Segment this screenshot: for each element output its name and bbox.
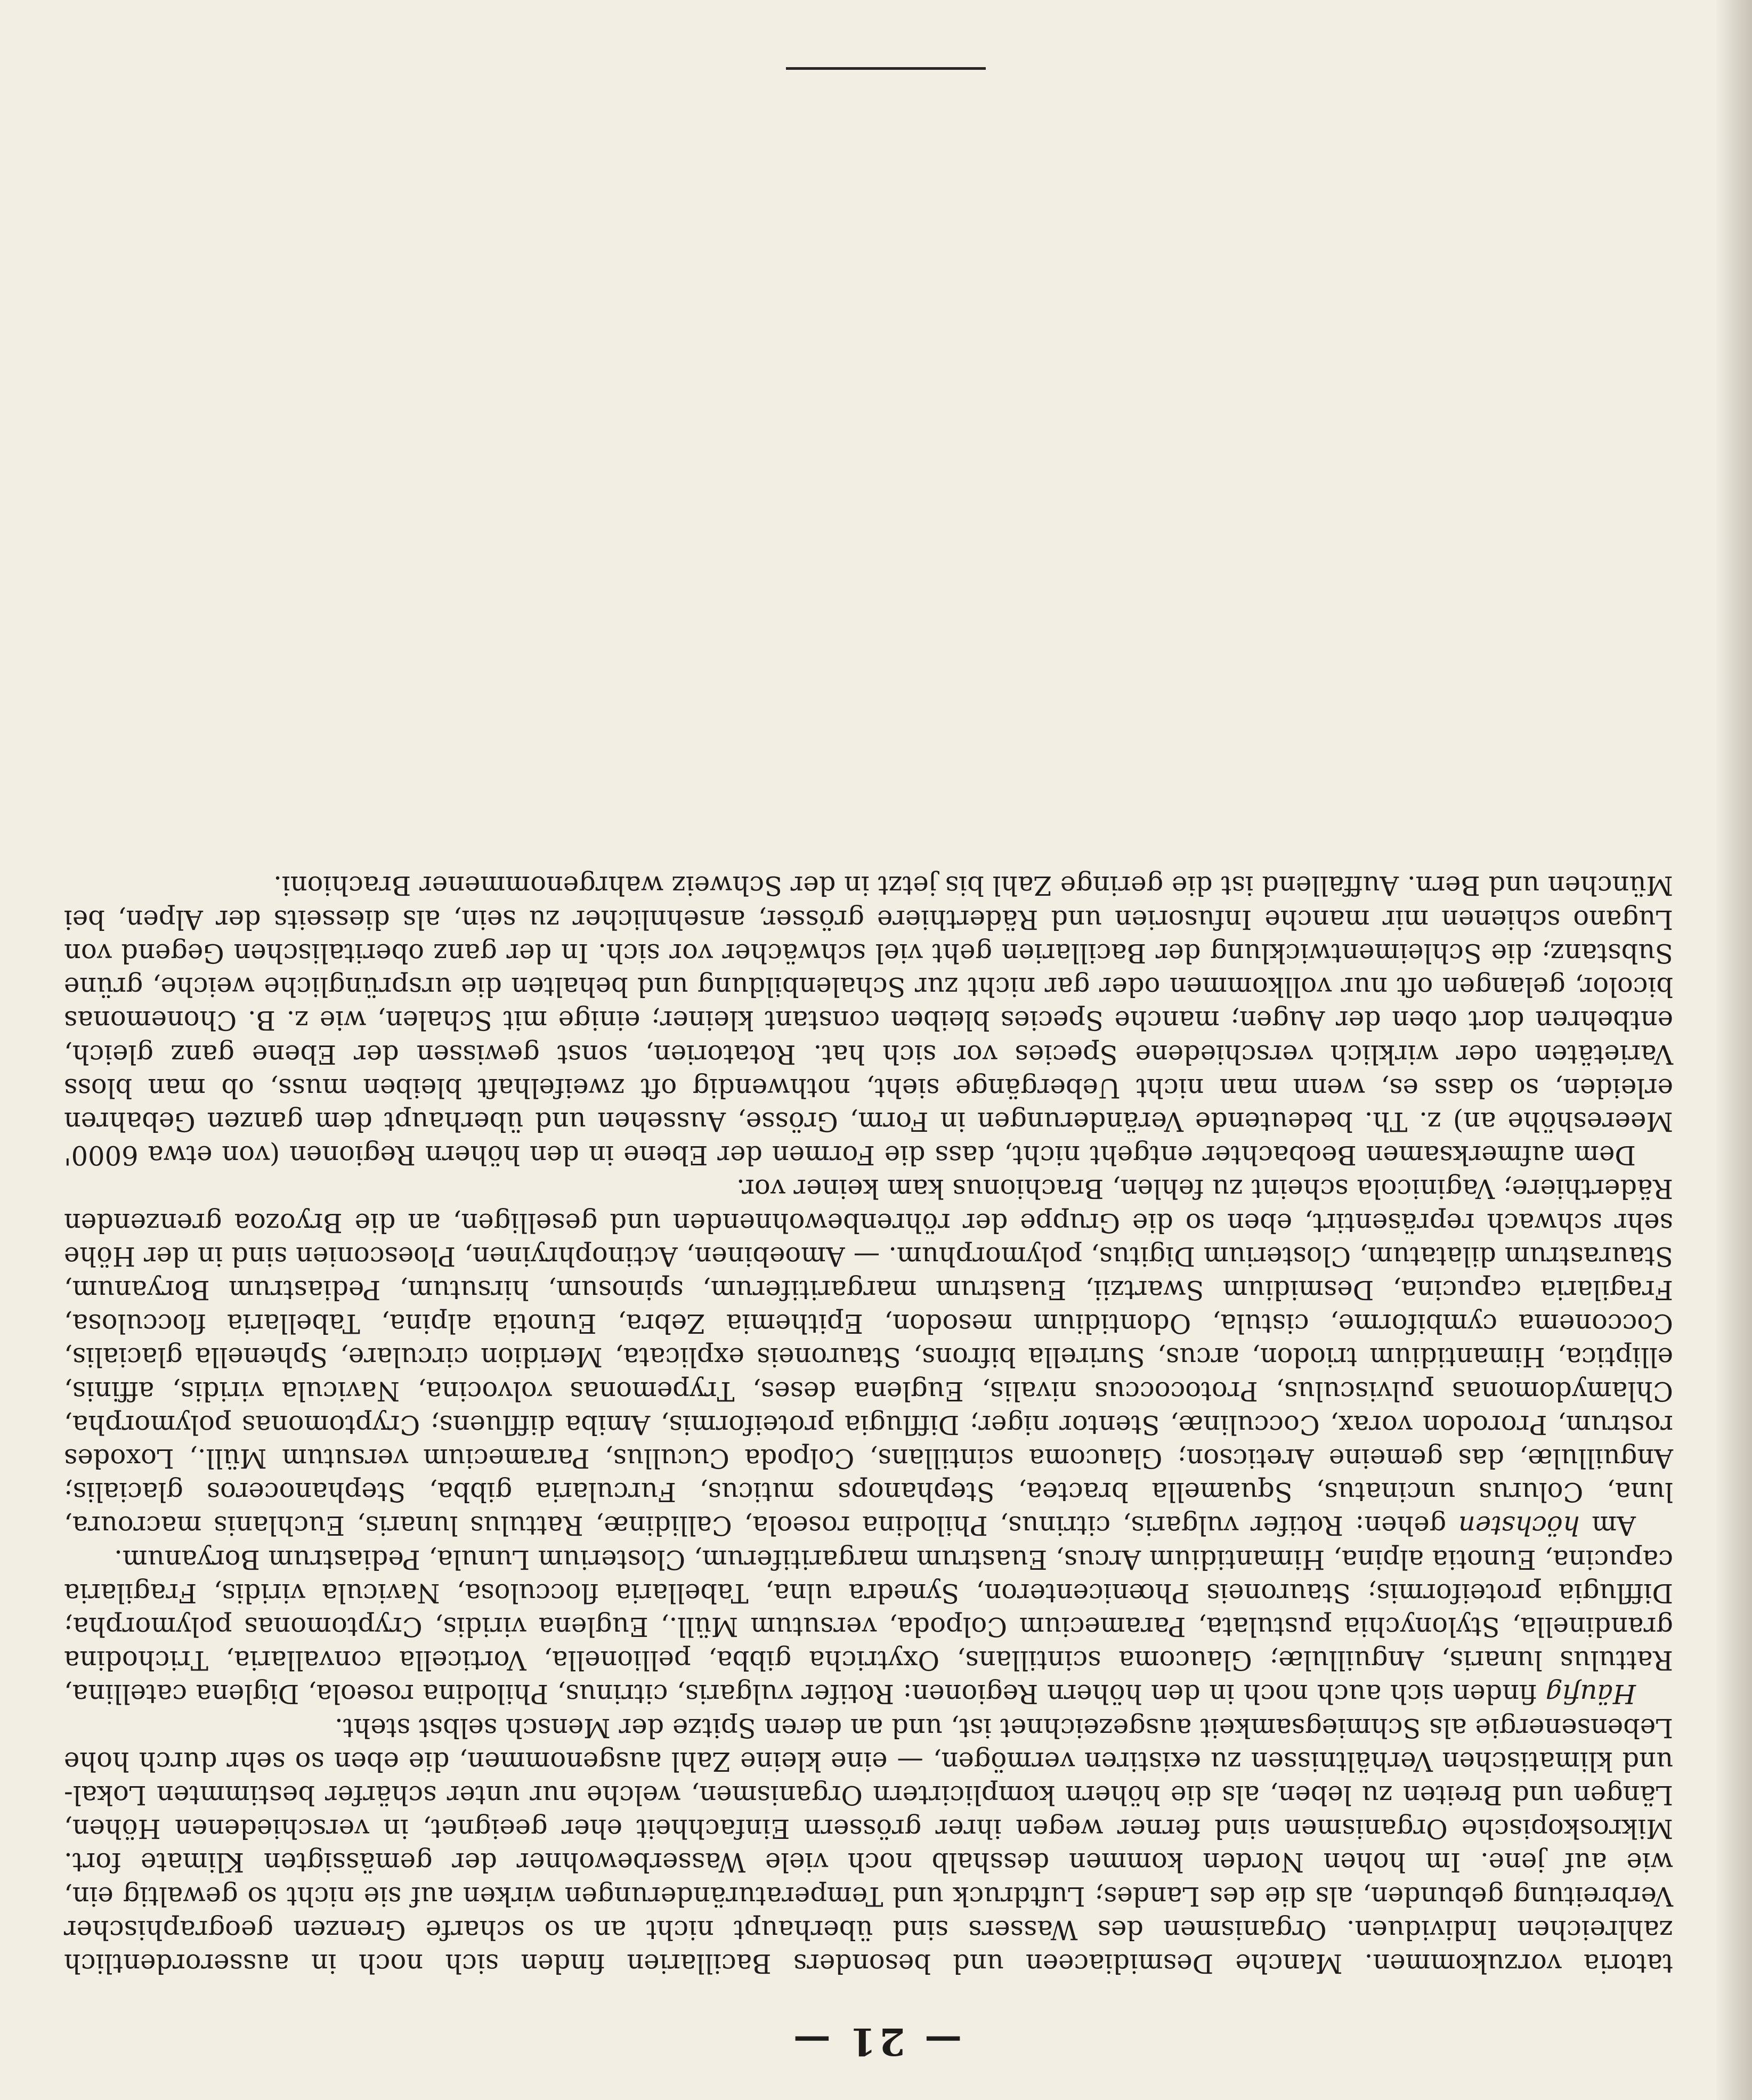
paragraph-4-text: Dem aufmerksamen Beobachter entgeht nicht, dass die Formen der Ebene in den höhern Regionen (von etwa 6000' Meereshöhe an) z. Th. bedeutende Veränderungen in Form, Grösse, Aussehen und überhaupt dem ganzen Gebahren erleiden, so dass es, wenn man nicht Uebergänge sieht, nothwendig oft zweifelhaft bleiben muss, ob man bloss Varietäten oder wirklich verschiedene Species vor sich hat. Rotatorien, sonst gewissen der Ebene ganz gleich, entbehren dort oben der Augen; manche Species bleiben constant kleiner; einige mit Schalen, wie z. B. Chonemonas bicolor, gelangen oft nur vollkommen oder gar nicht zur Schalenbildung und behalten die ursprüngliche weiche, grüne Substanz; die Schleimentwicklung der Bacillarien geht viel schwächer vor sich. In der ganz oberitalischen Gegend von Lugano schienen mir manche Infusorien und Räderthiere grösser, ansehnlicher zu sein, als diesseits der Alpen, bei München und Bern. Auffallend ist die geringe Zahl bis jetzt in der Schweiz wahrgenommener Brachioni. [64,870,1673,1171]
paragraph-2-lead-italic: Häufig [1545,1679,1636,1710]
paragraph-3-italic: höchsten [1458,1510,1580,1542]
paragraph-2-text: finden sich auch noch in den höhern Regionen: Rotifer vulgaris, citrinus, Philodina roseola, Diglena catellina, Rattulus lunaris, Anguillulæ; Glaucoma scintillans, Oxytricha gibba, pellionella, Vorticella convallaria, Trichodina grandinella, Stylonychia pustulata, Paramecium Colpoda, versutum Müll., Euglena viridis, Cryptomonas polymorpha; Difflugia proteiformis; Stauroneis Phœnicenteron, Synedra ulna, Tabellaria flocculosa, Navicula viridis, Fragilaria capucina, Eunotia alpina, Himantidium Arcus, Euastrum margaritiferum, Closterium Lunula, Pediastrum Boryanum. [64,1544,1673,1710]
footer-rule [786,67,986,70]
page-number: — 21 — [790,2020,962,2064]
page-gutter-shadow [1715,0,1752,2100]
paragraph-3 [64,1172,1673,1542]
paragraph-4 [64,869,1673,1172]
paragraph-2 [64,1542,1673,1710]
paragraph-3-lead: Am [1579,1510,1636,1542]
page-body [64,869,1673,1980]
paragraph-3-text: gehen: Rotifer vulgaris, citrinus, Philodina roseola, Callidinæ, Rattulus lunaris, Euchlanis macroura, luna, Colurus uncinatus, Squamella bractea, Stephanops muticus, Furcularia gibba, Stephanoceros glacialis; Anguillulæ, das gemeine Areticson; Glaucoma scintillans, Colpoda Cucullus, Paramecium versutum Müll., Loxodes rostrum, Prorodon vorax, Cocculinæ, Stentor niger; Difflugia proteiformis, Amiba diffluens; Cryptomonas polymorpha, Chlamydomonas pulvisculus, Protococcus nivalis, Euglena deses, Trypemonas volvocina, Navicula viridis, affinis, elliptica, Himantidium triodon, arcus, Surirella bifrons, Stauroneis explicata, Meridion circulare, Sphenella glacialis, Cocconema cymbiforme, cistula, Odontidium mesodon, Epithemia Zebra, Eunotia alpina, Tabellaria flocculosa, Fragilaria capucina, Desmidium Swartzii, Euastrum margaritiferum, spinosum, hirsutum, Pediastrum Boryanum, Staurastrum dilatatum, Closterium Digitus, polymorphum. — Amoebinen, Actinophryinen, Ploesconien sind in der Höhe sehr schwach repräsentirt, eben so die Gruppe der röhrenbewohnenden und geselligen, an die Bryozoa grenzenden Räderthiere; Vaginicola scheint zu fehlen, Brachionus kam keiner vor. [63,1173,1673,1542]
paragraph-1 [64,1710,1673,1980]
paragraph-1-text: tatoria vorzukommen. Manche Desmidiaceen und besonders Bacillarien finden sich noch in ausserordentlich zahlreichen Individuen. Organismen des Wassers sind überhaupt nicht an so scharfe Grenzen geographischer Verbreitung gebunden, als die des Landes; Luftdruck und Temperaturänderungen wirken auf sie nicht so gewaltig ein, wie auf jene. Im hohen Norden kommen desshalb noch viele Wasserbewohner der gemässigten Klimate fort. Mikroskopische Organismen sind ferner wegen ihrer grössern Einfachheit eher geeignet, in verschiedenen Höhen, Längen und Breiten zu leben, als die höhern komplicirtern Organismen, welche nur unter schärfer bestimmten Lokal- und klimatischen Verhältnissen zu existiren vermögen, — eine kleine Zahl ausgenommen, die eben so sehr durch hohe Lebensenergie als Schmiegsamkeit ausgezeichnet ist, und an deren Spitze der Mensch selbst steht. [64,1712,1673,1979]
